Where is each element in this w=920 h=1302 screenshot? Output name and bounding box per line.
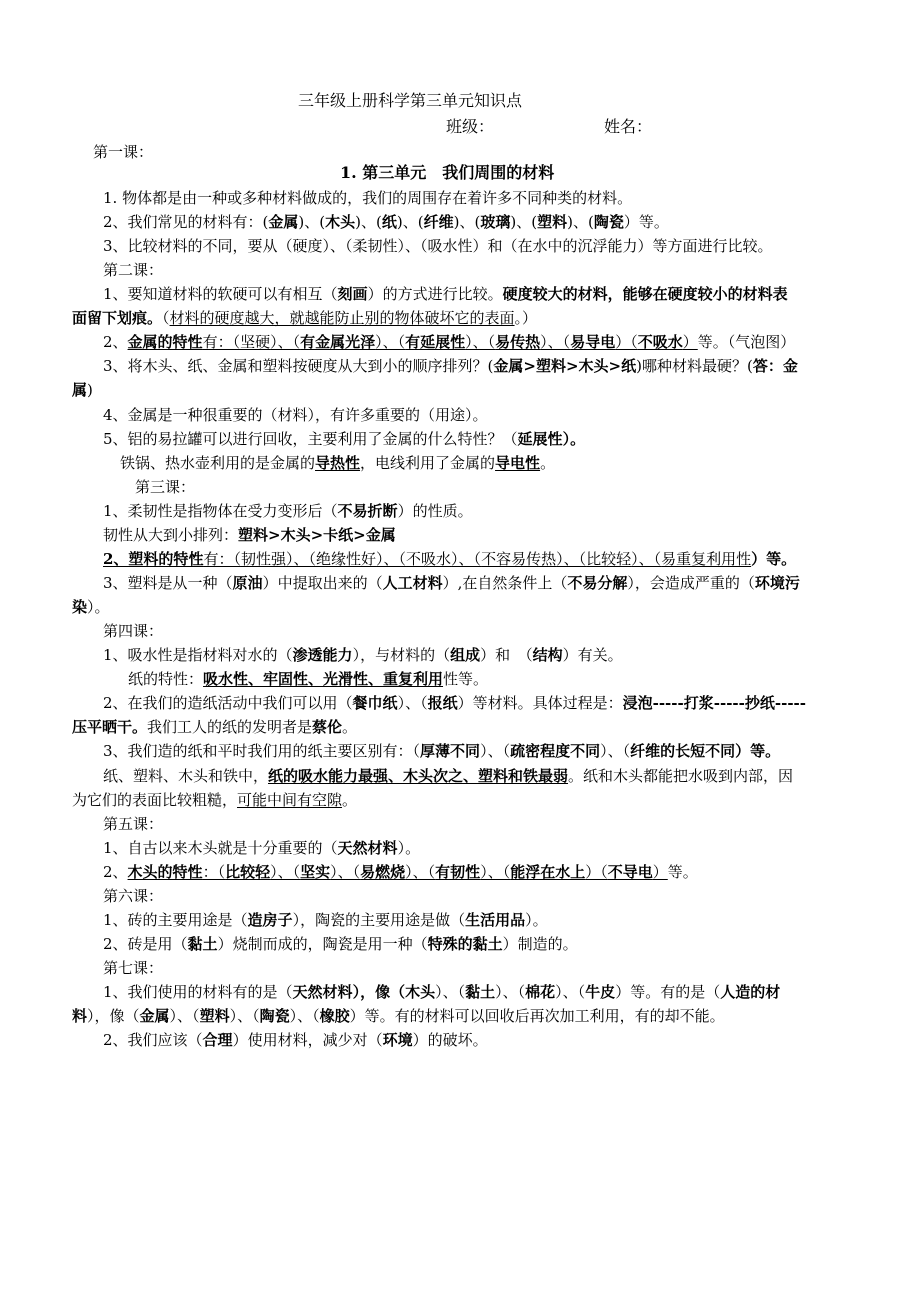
document-title: 三年级上册科学第三单元知识点: [298, 91, 523, 110]
paragraph-line: 4、金属是一种很重要的（材料），有许多重要的（用途）。: [103, 406, 488, 424]
text-run: 1、自古以来木头就是十分重要的（: [103, 839, 338, 857]
text-run: 属: [72, 381, 88, 399]
text-run: ），陶瓷的主要用途是做（: [292, 911, 466, 929]
text-run: 吸水性、牢固性、光滑性、重复利用: [203, 670, 444, 688]
paragraph-line: [72, 380, 93, 400]
text-run: 不导电: [607, 863, 653, 881]
text-run: 。: [540, 454, 556, 472]
text-run: )、(: [355, 213, 382, 231]
text-run: 1、吸水性是指材料对水的（: [103, 646, 293, 664]
text-run: 等。: [667, 863, 698, 881]
text-run: 纸: [381, 213, 397, 231]
text-run: 料: [72, 1007, 88, 1025]
text-run: 2、: [103, 333, 128, 351]
text-run: ）等。有的材料可以回收后再次加工利用，有的却不能。: [349, 1007, 725, 1025]
text-run: 金属的特性: [127, 333, 203, 351]
text-run: 易传热: [495, 333, 541, 351]
text-run: ）、（: [169, 1007, 200, 1025]
text-run: 可能中间有空隙: [237, 791, 343, 809]
text-run: 坚实: [300, 863, 331, 881]
text-run: 2、塑料的特性: [103, 550, 204, 568]
text-run: ）、（: [435, 983, 466, 1001]
text-run: 3、将木头、纸、金属和塑料按硬度从大到小的顺序排列？(: [103, 357, 494, 375]
text-run: )、(: [396, 213, 424, 231]
text-run: ）烧制而成的，陶瓷是用一种（: [217, 935, 428, 953]
text-run: 有：（: [203, 550, 241, 568]
text-run: 1、砖的主要用途是（: [103, 911, 248, 929]
text-run: 我们工人的纸的发明者是: [147, 718, 313, 736]
paragraph-line: [72, 790, 357, 810]
text-run: )、(: [298, 213, 326, 231]
text-run: ）、（: [451, 550, 482, 568]
text-run: ），与材料的（: [352, 646, 451, 664]
text-run: 有韧性: [435, 863, 481, 881]
class-label: 班级：: [446, 117, 495, 136]
text-run: 性等。: [443, 670, 489, 688]
lesson-heading: 第三课：: [135, 478, 196, 496]
text-run: ）。: [87, 598, 110, 616]
paragraph-line: [72, 308, 537, 328]
paragraph-line: [103, 741, 780, 761]
text-run: 生活用品: [465, 911, 526, 929]
text-run: 2、: [103, 863, 128, 881]
text-run: ）、（: [495, 983, 526, 1001]
text-run: ）等材料。具体过程是：: [457, 694, 623, 712]
text-run: 金属: [268, 213, 299, 231]
text-run: ）、（: [270, 863, 301, 881]
paragraph-line: [103, 766, 793, 786]
text-run: ): [87, 381, 93, 399]
text-run: 等。（气泡图）: [697, 333, 796, 351]
text-run: ）、（: [556, 550, 587, 568]
text-run: 比较轻: [225, 863, 271, 881]
paragraph-line: [103, 501, 473, 521]
text-run: 餐巾纸: [352, 694, 398, 712]
text-run: 2、我们常见的材料有：(: [103, 213, 269, 231]
text-run: 2、砖是用（: [103, 935, 188, 953]
paragraph-line: [128, 669, 488, 689]
paragraph-line: [103, 693, 806, 713]
text-run: 木头的特性: [127, 863, 203, 881]
text-run: 导电性: [495, 454, 541, 472]
text-run: 1、要知道材料的软硬可以有相互（: [103, 285, 338, 303]
text-run: 厚薄不同: [420, 742, 481, 760]
text-run: 。纸和木头都能把水吸到内部，因: [568, 767, 794, 785]
text-run: ）: [652, 863, 668, 881]
text-run: ）、（: [330, 863, 361, 881]
text-run: 3、我们造的纸和平时我们用的纸主要区别有：（: [103, 742, 421, 760]
text-run: 压平晒干。: [72, 718, 148, 736]
text-run: ）、（: [289, 1007, 320, 1025]
text-run: )哪种材料最硬？(: [636, 357, 753, 375]
text-run: ）有关。: [562, 646, 623, 664]
text-run: ）、（: [285, 550, 316, 568]
paragraph-line: [103, 573, 800, 593]
text-run: 组成: [450, 646, 481, 664]
text-run: 人工材料: [382, 574, 443, 592]
lesson-heading: 第五课：: [103, 815, 164, 833]
text-run: ）。: [397, 839, 421, 857]
text-run: 纸的特性：: [128, 670, 204, 688]
text-run: 原油: [232, 574, 263, 592]
text-run: ）（: [585, 863, 608, 881]
text-run: 金属>塑料>木头>纸: [493, 357, 637, 375]
text-run: 蔡伦: [312, 718, 343, 736]
paragraph-line: [103, 982, 780, 1002]
paragraph-line: [103, 862, 698, 882]
text-run: 特殊的黏土: [427, 935, 503, 953]
lesson-heading: 第七课：: [103, 959, 164, 977]
text-run: 塑料>木头>卡纸>金属: [238, 526, 396, 544]
text-run: )、(: [567, 213, 594, 231]
paragraph-line: [120, 453, 555, 473]
text-run: 3、塑料是从一种（: [103, 574, 233, 592]
text-run: 疏密程度不同: [510, 742, 601, 760]
text-run: )、(: [453, 213, 481, 231]
lesson-heading: 第六课：: [103, 887, 164, 905]
text-run: 不吸水: [637, 333, 683, 351]
text-run: 易燃烧: [360, 863, 406, 881]
text-run: ）等。: [623, 213, 669, 231]
text-run: 不易分解: [567, 574, 628, 592]
paragraph-line: [103, 212, 669, 232]
paragraph-line: [103, 356, 798, 376]
text-run: 材料的硬度越大，就越能防止别的物体破坏它的表面: [169, 309, 515, 327]
text-run: 为它们的表面比较粗糙，: [72, 791, 238, 809]
text-run: ）、（: [540, 333, 571, 351]
text-run: 韧性从大到小排列：: [103, 526, 239, 544]
unit-title: 1. 第三单元 我们周围的材料: [340, 163, 555, 182]
paragraph-line: [103, 332, 795, 352]
text-run: 纤维: [423, 213, 454, 231]
lesson-heading: 第一课：: [93, 143, 154, 161]
text-run: 陶瓷: [593, 213, 624, 231]
paragraph-line: 3、比较材料的不同，要从（硬度）、（柔韧性）、（吸水性）和（在水中的沉浮能力）等方面进行比较。: [103, 237, 773, 255]
text-run: 环境: [382, 1031, 413, 1049]
text-run: 。: [342, 718, 358, 736]
text-run: 浸泡-----打浆-----抄纸-----: [622, 694, 806, 712]
paragraph-line: [72, 597, 110, 617]
text-run: 黏土: [187, 935, 218, 953]
text-run: ）、（: [376, 550, 407, 568]
text-run: ）: [682, 333, 698, 351]
text-run: 不易折断: [337, 502, 398, 520]
text-run: )、(: [510, 213, 538, 231]
text-run: 有金属光泽: [300, 333, 376, 351]
text-run: 天然材料: [337, 839, 398, 857]
text-run: 易导电: [570, 333, 616, 351]
text-run: ），像（: [352, 983, 406, 1001]
text-run: 橡胶: [319, 1007, 350, 1025]
text-run: 。: [342, 791, 358, 809]
text-run: 易重复利用性: [661, 550, 752, 568]
text-run: 人造的材: [720, 983, 781, 1001]
text-run: ）、（: [600, 742, 631, 760]
text-run: ）、（: [480, 742, 511, 760]
paragraph-line: [103, 549, 796, 569]
text-run: 纸、塑料、木头和铁中，: [103, 767, 269, 785]
text-run: 绝缘性好: [316, 550, 377, 568]
text-run: ）使用材料，减少对（: [232, 1031, 383, 1049]
paragraph-line: [103, 910, 548, 930]
paragraph-line: [103, 525, 396, 545]
paragraph-line: [103, 284, 788, 304]
text-run: ）、（: [480, 863, 511, 881]
text-run: 黏土: [465, 983, 496, 1001]
text-run: ）、（: [631, 550, 662, 568]
paragraph-line: [103, 645, 623, 665]
text-run: 有延展性: [405, 333, 466, 351]
text-run: 报纸: [427, 694, 458, 712]
text-run: 不吸水: [406, 550, 452, 568]
lesson-heading: 第二课：: [103, 261, 164, 279]
lesson-heading: 第四课：: [103, 622, 164, 640]
text-run: 牛皮: [585, 983, 616, 1001]
text-run: ）。: [525, 911, 548, 929]
text-run: 刻画: [337, 285, 368, 303]
text-run: 染: [72, 598, 88, 616]
text-run: ）等。: [735, 742, 781, 760]
text-run: 答：金: [752, 357, 798, 375]
text-run: ）、（: [375, 333, 406, 351]
text-run: ）、（: [229, 1007, 260, 1025]
text-run: 不容易传热: [481, 550, 557, 568]
text-run: 韧性强: [240, 550, 286, 568]
text-run: 天然材料: [292, 983, 353, 1001]
text-run: 塑料: [199, 1007, 230, 1025]
text-run: ）制造的。: [502, 935, 578, 953]
text-run: 环境污: [754, 574, 800, 592]
text-run: ）等。有的是（: [615, 983, 721, 1001]
text-run: 2、我们应该（: [103, 1031, 203, 1049]
text-run: ）的性质。: [397, 502, 473, 520]
text-run: ）,在自然条件上（: [442, 574, 568, 592]
text-run: ）（: [615, 333, 638, 351]
text-run: 棉花: [525, 983, 556, 1001]
text-run: 能浮在水上: [510, 863, 586, 881]
text-run: 1、我们使用的材料有的是（: [103, 983, 293, 1001]
text-run: ），会造成严重的（: [627, 574, 755, 592]
text-run: 纤维的长短不同: [630, 742, 736, 760]
text-run: 硬度较大的材料，能够在硬度较小的材料表: [502, 285, 788, 303]
text-run: 合理: [202, 1031, 233, 1049]
text-run: 延展性: [517, 430, 563, 448]
paragraph-line: [72, 717, 357, 737]
paragraph-line: [103, 429, 585, 449]
text-run: ）。: [562, 430, 586, 448]
text-run: ）等。: [751, 550, 797, 568]
text-run: 1、柔韧性是指物体在受力变形后（: [103, 502, 338, 520]
text-run: 面留下划痕。: [72, 309, 163, 327]
text-run: 玻璃: [480, 213, 511, 231]
text-run: 塑料: [537, 213, 568, 231]
text-run: ）、（: [270, 333, 301, 351]
text-run: 木头: [405, 983, 436, 1001]
text-run: 有：（坚硬: [202, 333, 271, 351]
text-run: 铁锅、热水壶利用的是金属的: [120, 454, 316, 472]
paragraph-line: [103, 838, 420, 858]
text-run: 渗透能力: [292, 646, 353, 664]
paragraph-line: [72, 1006, 725, 1026]
text-run: 2、在我们的造纸活动中我们可以用（: [103, 694, 353, 712]
text-run: ）、（: [555, 983, 586, 1001]
text-run: 导热性: [315, 454, 361, 472]
text-run: 纸的吸水能力最强、木头次之、塑料和铁最弱: [268, 767, 569, 785]
name-label: 姓名：: [604, 117, 653, 136]
text-run: 比较轻: [586, 550, 632, 568]
text-run: 。）: [514, 309, 538, 327]
text-run: ）、（: [397, 694, 428, 712]
text-run: ）中提取出来的（: [262, 574, 383, 592]
text-run: ）、（: [405, 863, 436, 881]
text-run: 金属: [139, 1007, 170, 1025]
paragraph-line: [103, 1030, 488, 1050]
text-run: （: [162, 309, 170, 327]
text-run: 造房子: [247, 911, 293, 929]
text-run: ）和 （: [480, 646, 533, 664]
text-run: ），像（: [87, 1007, 140, 1025]
paragraph-line: [103, 934, 578, 954]
text-run: 木头: [325, 213, 356, 231]
paragraph-line: 1. 物体都是由一种或多种材料做成的，我们的周围存在着许多不同种类的材料。: [103, 189, 633, 207]
text-run: ）的方式进行比较。: [367, 285, 503, 303]
text-run: ：（: [202, 863, 226, 881]
text-run: 陶瓷: [259, 1007, 290, 1025]
text-run: 结构: [532, 646, 563, 664]
text-run: 5、铝的易拉罐可以进行回收，主要利用了金属的什么特性？（: [103, 430, 518, 448]
text-run: ，电线利用了金属的: [360, 454, 496, 472]
text-run: ）、（: [465, 333, 496, 351]
text-run: ）的破坏。: [412, 1031, 488, 1049]
